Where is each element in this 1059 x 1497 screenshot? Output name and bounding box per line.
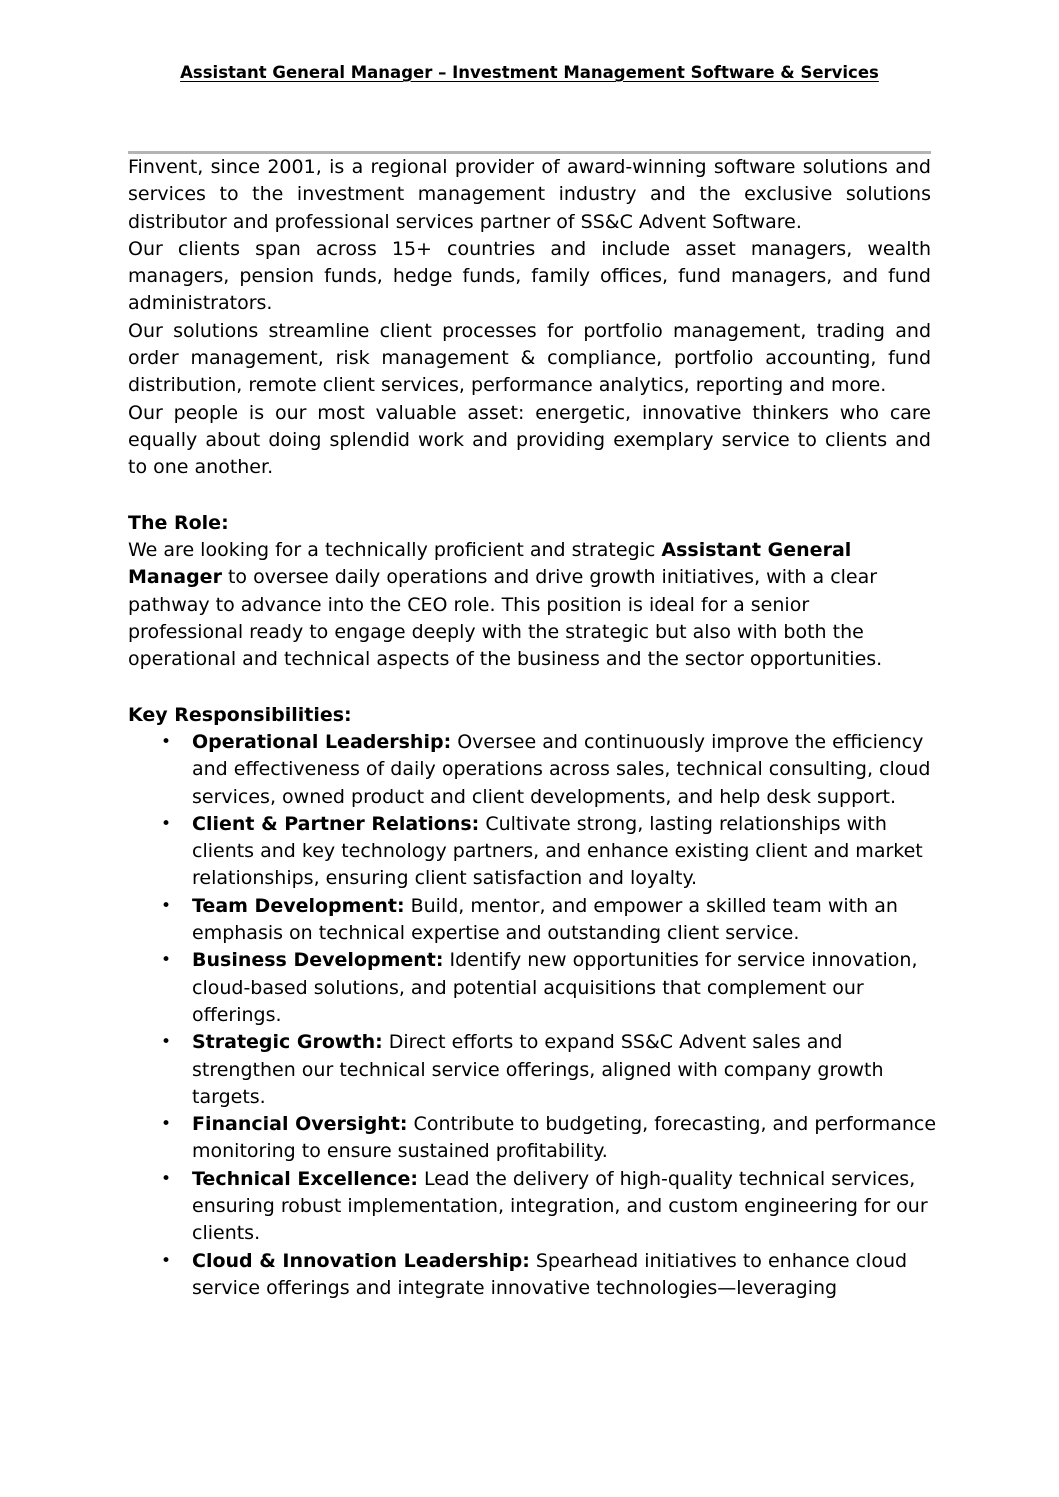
list-item <box>128 1248 938 1303</box>
role-description <box>128 537 918 673</box>
item-text: Spearhead initiatives to enhance cloud service offerings and integrate innovative technologies—leveraging <box>192 1249 908 1299</box>
role-text-after: to oversee daily operations and drive growth initiatives, with a clear pathway to advance into the CEO role. This position is ideal for a senior professional ready to engage deeply with the strategic but also with both the operational and technical aspects of the business and the sector opportunities. <box>128 566 883 671</box>
bullet-icon: • <box>161 732 172 752</box>
bullet-icon: • <box>161 1168 172 1189</box>
item-text: Oversee and continuously improve the efficiency and effectiveness of daily operations across sales, technical consulting, cloud services, owned product and client developments, and help desk support. <box>192 731 931 808</box>
item-label: Technical Excellence: <box>192 1167 418 1190</box>
list-item <box>128 947 938 1029</box>
responsibilities-list <box>128 729 938 1302</box>
list-item <box>128 729 938 811</box>
bullet-icon: • <box>161 1032 172 1053</box>
item-text: Direct efforts to expand SS&C Advent sales and strengthen our technical service offerings, aligned with company growth targets. <box>192 1031 884 1108</box>
item-label: Client & Partner Relations: <box>192 812 480 835</box>
item-text: Contribute to budgeting, forecasting, and performance monitoring to ensure sustained profitability. <box>192 1113 937 1163</box>
item-label: Team Development: <box>192 894 405 917</box>
bullet-icon: • <box>161 950 172 971</box>
bullet-icon: • <box>161 1250 172 1271</box>
item-label: Financial Oversight: <box>192 1113 408 1136</box>
intro-paragraph: Our clients span across 15+ countries and include asset managers, wealth managers, pension funds, hedge funds, family offices, fund managers, and fund administrators. <box>128 237 931 315</box>
item-label: Business Development: <box>192 949 444 972</box>
item-label: Cloud & Innovation Leadership: <box>192 1249 530 1272</box>
list-item <box>128 811 938 893</box>
role-heading: The Role: <box>128 512 229 534</box>
list-item <box>128 893 938 948</box>
list-item <box>128 1166 938 1248</box>
responsibilities-heading: Key Responsibilities: <box>128 704 352 726</box>
list-item <box>128 1111 938 1166</box>
item-text: Identify new opportunities for service innovation, cloud-based solutions, and potential acquisitions that complement our offerings. <box>192 949 918 1026</box>
company-intro <box>128 154 931 482</box>
item-text: Cultivate strong, lasting relationships with clients and key technology partners, and enhance existing client and market relationships, ensuring client satisfaction and loyalty. <box>192 812 923 890</box>
item-label: Strategic Growth: <box>192 1031 383 1054</box>
intro-paragraph: Finvent, since 2001, is a regional provider of award-winning software solutions and services to the investment management industry and the exclusive solutions distributor and professional services partner of SS&C Advent Software. <box>128 156 931 233</box>
bullet-icon: • <box>161 813 172 834</box>
list-item <box>128 1029 938 1111</box>
intro-paragraph: Our solutions streamline client processes for portfolio management, trading and order management, risk management & compliance, portfolio accounting, fund distribution, remote client services, performance analytics, reporting and more. <box>128 319 931 397</box>
item-text: Lead the delivery of high-quality technical services, ensuring robust implementation, integration, and custom engineering for our clients. <box>192 1167 928 1245</box>
role-text-before: We are looking for a technically proficient and strategic <box>128 539 662 561</box>
bullet-icon: • <box>161 895 172 916</box>
intro-paragraph: Our people is our most valuable asset: energetic, innovative thinkers who care equally about doing splendid work and providing exemplary service to clients and to one another. <box>128 401 931 479</box>
role-text-bold: Assistant General Manager <box>128 539 852 589</box>
document-title: Assistant General Manager – Investment Management Software & Services <box>180 63 879 82</box>
bullet-icon: • <box>161 1114 172 1135</box>
item-text: Build, mentor, and empower a skilled team with an emphasis on technical expertise and outstanding client service. <box>192 894 898 945</box>
item-label: Operational Leadership: <box>192 731 452 753</box>
